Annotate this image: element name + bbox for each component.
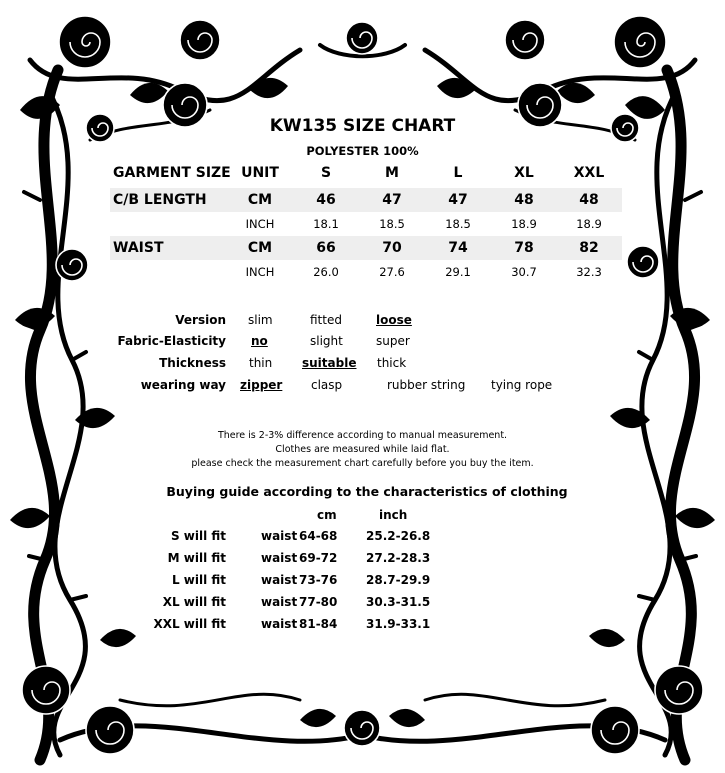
size-table-header-row [110,161,622,185]
header-size-s: S [320,165,332,181]
note-laid-flat: Clothes are measured while laid flat. [275,444,450,455]
guide-row-size: XXL will fit [153,617,226,631]
header-garment-size: GARMENT SIZE [113,165,231,181]
guide-row-inch: 27.2-28.3 [366,551,431,565]
guide-col-cm: cm [317,508,337,522]
value-cell: 27.6 [379,265,405,279]
char-label-version: Version [175,313,226,327]
option-loose-selected: loose [376,313,412,327]
guide-row-inch: 31.9-33.1 [366,617,431,631]
guide-row-cm: 81-84 [299,617,338,631]
row-label: WAIST [113,240,164,256]
option-slim: slim [248,313,273,327]
char-label-wearing-way: wearing way [140,378,226,392]
page-title: KW135 SIZE CHART [269,116,456,136]
guide-row-measure: waist [261,529,298,543]
value-cell: 30.7 [511,265,537,279]
option-zipper-selected: zipper [240,378,283,392]
option-no-selected: no [251,334,268,348]
value-cell: 18.5 [379,217,405,231]
guide-row-cm: 64-68 [299,529,338,543]
value-cell: 32.3 [576,265,602,279]
value-cell: 18.1 [313,217,339,231]
char-label-fabric-elasticity: Fabric-Elasticity [117,334,226,348]
header-size-m: M [385,165,399,181]
unit-cell: INCH [245,265,275,279]
guide-row-inch: 30.3-31.5 [366,595,431,609]
value-cell: 78 [514,240,534,256]
value-cell: 66 [316,240,336,256]
option-rubber-string: rubber string [387,378,466,392]
header-unit: UNIT [241,165,279,181]
value-cell: 47 [382,192,402,208]
table-row [110,188,622,212]
option-slight: slight [310,334,343,348]
guide-row-size: L will fit [171,573,226,587]
unit-cell: CM [247,240,273,256]
value-cell: 47 [448,192,468,208]
buying-guide-title: Buying guide according to the characteristics of clothing [166,484,568,499]
char-label-thickness: Thickness [159,356,226,370]
unit-cell: INCH [245,217,275,231]
option-suitable-selected: suitable [302,356,357,370]
guide-row-cm: 69-72 [299,551,338,565]
value-cell: 48 [514,192,534,208]
option-thick: thick [377,356,407,370]
guide-row-size: XL will fit [162,595,226,609]
guide-row-measure: waist [261,617,298,631]
note-check-chart: please check the measurement chart carefully before you buy the item. [191,458,534,469]
header-size-l: L [453,165,463,181]
value-cell: 29.1 [445,265,471,279]
option-super: super [376,334,410,348]
header-size-xxl: XXL [573,165,605,181]
guide-row-inch: 28.7-29.9 [366,573,431,587]
option-clasp: clasp [311,378,343,392]
guide-row-cm: 73-76 [299,573,338,587]
header-size-xl: XL [514,165,534,181]
guide-row-size: M will fit [167,551,226,565]
table-row [110,260,622,284]
option-thin: thin [249,356,273,370]
option-tying-rope: tying rope [491,378,553,392]
value-cell: 18.9 [576,217,602,231]
guide-row-size: S will fit [170,529,226,543]
value-cell: 46 [316,192,336,208]
option-fitted: fitted [310,313,342,327]
unit-cell: CM [247,192,273,208]
table-row [110,236,622,260]
guide-row-measure: waist [261,595,298,609]
row-label: C/B LENGTH [113,192,207,208]
value-cell: 82 [579,240,599,256]
value-cell: 18.5 [445,217,471,231]
value-cell: 74 [448,240,468,256]
guide-row-measure: waist [261,573,298,587]
guide-row-inch: 25.2-26.8 [366,529,431,543]
guide-row-measure: waist [261,551,298,565]
value-cell: 48 [579,192,599,208]
note-measurement-difference: There is 2-3% difference according to manual measurement. [217,430,508,441]
value-cell: 70 [382,240,402,256]
guide-col-inch: inch [379,508,408,522]
guide-row-cm: 77-80 [299,595,338,609]
value-cell: 26.0 [313,265,339,279]
table-row [110,212,622,236]
material-subtitle: POLYESTER 100% [306,144,419,158]
value-cell: 18.9 [511,217,537,231]
